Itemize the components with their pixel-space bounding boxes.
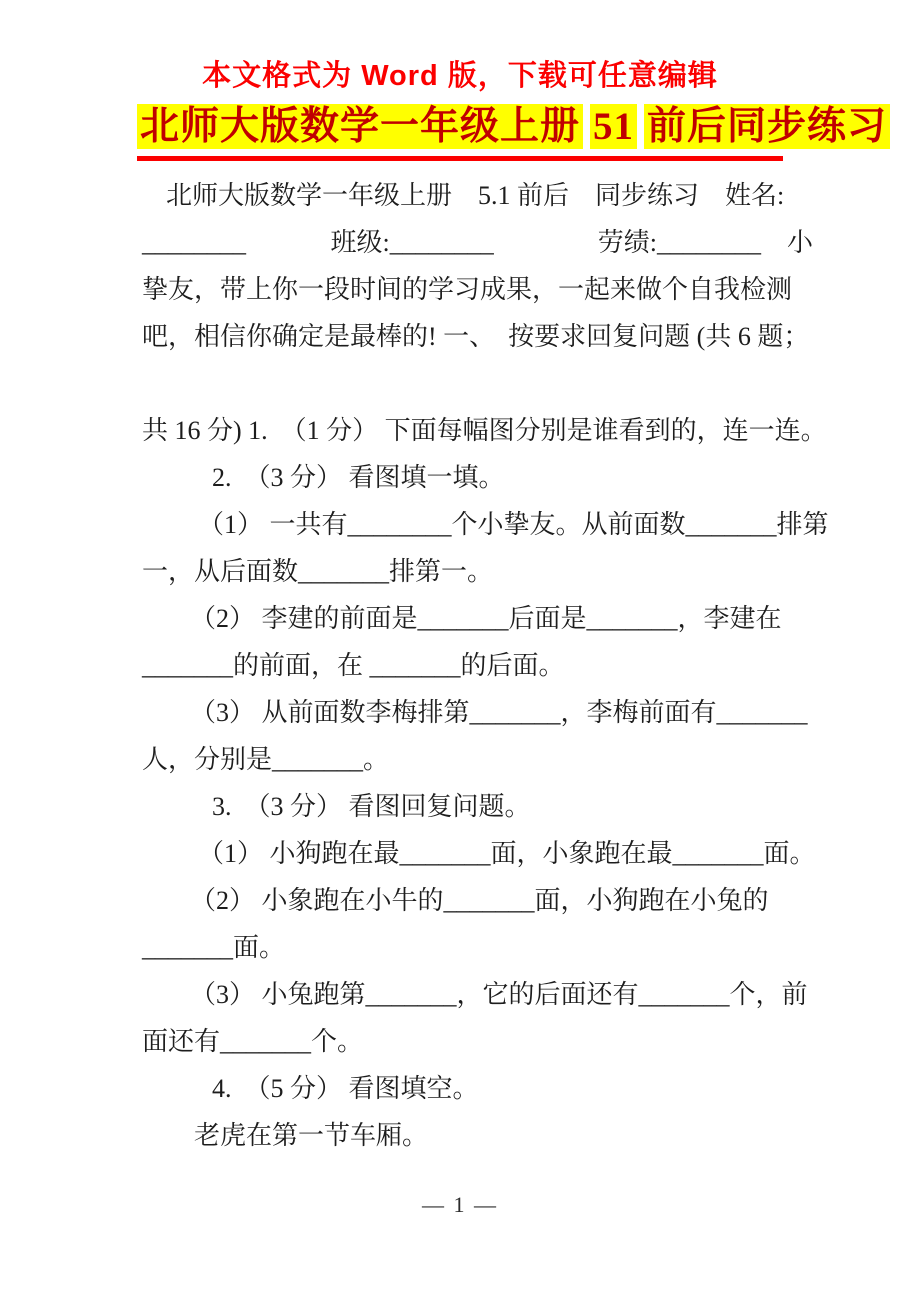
body-line: ________ 班级:________ 劳绩:________ 小 <box>142 228 813 257</box>
body-line: _______的前面，在 _______的后面。 <box>142 651 565 680</box>
body-line: 挚友，带上你一段时间的学习成果，一起来做个自我检测 <box>142 275 793 304</box>
body-line: 人，分别是_______。 <box>142 745 390 774</box>
body-line: _______面。 <box>142 933 286 962</box>
download-notice: 本文格式为 Word 版，下载可任意编辑 <box>202 60 718 92</box>
body-line: （2） 小象跑在小牛的_______面，小狗跑在小兔的 <box>190 886 769 915</box>
body-line: （2） 李建的前面是_______后面是_______，李建在 <box>190 604 782 633</box>
body-line: 一，从后面数_______排第一。 <box>142 557 494 586</box>
body-line: 共 16 分) 1. （1 分） 下面每幅图分别是谁看到的，连一连。 <box>142 416 827 445</box>
body-line: 吧，相信你确定是最棒的! 一、 按要求回复问题 (共 6 题； <box>142 322 810 351</box>
body-line <box>142 360 782 407</box>
body-line: 3. （3 分） 看图回复问题。 <box>212 792 531 821</box>
body-line: 老虎在第一节车厢。 <box>194 1121 429 1150</box>
body-line: （3） 从前面数李梅排第_______，李梅前面有_______ <box>190 698 808 727</box>
title-highlight-segment: 北师大版数学一年级上册 <box>137 104 583 149</box>
body-line: （3） 小兔跑第_______，它的后面还有_______个，前 <box>190 980 808 1009</box>
title-highlight-segment: 51 <box>590 104 637 149</box>
body-line: 面还有_______个。 <box>142 1027 364 1056</box>
document-title <box>137 104 888 161</box>
body-line: 北师大版数学一年级上册 5.1 前后 同步练习 姓名: <box>166 181 785 210</box>
body-line: （1） 一共有________个小挚友。从前面数_______排第 <box>198 510 829 539</box>
body-line: （1） 小狗跑在最_______面，小象跑在最_______面。 <box>198 839 816 868</box>
body-line: 2. （3 分） 看图填一填。 <box>212 463 505 492</box>
title-highlight-segment: 前后同步练习 <box>644 104 890 149</box>
worksheet-body <box>142 172 829 1159</box>
page-number: — 1 — <box>422 1192 498 1217</box>
body-line: 4. （5 分） 看图填空。 <box>212 1074 479 1103</box>
